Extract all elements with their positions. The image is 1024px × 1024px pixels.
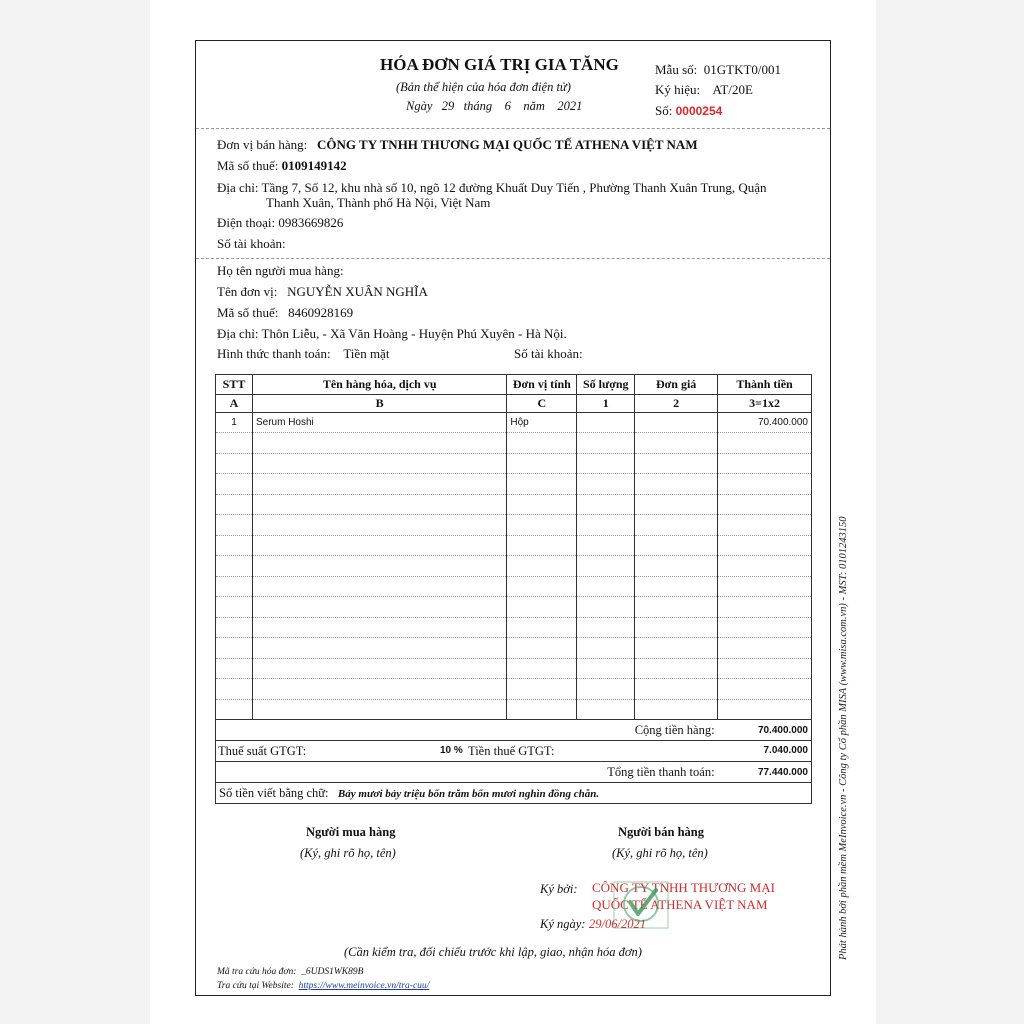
signed-by-line2: QUỐC TẾ ATHENA VIỆT NAM	[592, 897, 768, 912]
vat-cell	[216, 741, 812, 762]
form-value: 01GTKT0/001	[703, 62, 782, 77]
buyer-unit	[217, 284, 428, 300]
seller-address-label: Địa chỉ:	[217, 180, 259, 195]
cell-price	[635, 638, 718, 659]
cell-amount	[718, 699, 812, 720]
cell-price	[635, 453, 718, 474]
seller-tax-label: Mã số thuế:	[217, 158, 279, 173]
buyer-address-value: Thôn Liễu, - Xã Văn Hoàng - Huyện Phú Xuyên - Hà Nội.	[261, 326, 567, 341]
cell-qty	[577, 474, 635, 495]
lookup-code	[217, 967, 363, 977]
buyer-payment	[217, 346, 389, 362]
form-number	[655, 62, 781, 78]
vat-line	[216, 741, 811, 761]
table-row	[216, 535, 812, 556]
seller-unit	[217, 137, 698, 153]
buyer-sign-note: (Ký, ghi rõ họ, tên)	[300, 846, 396, 860]
invoice-date	[406, 99, 582, 114]
cell-stt	[216, 638, 253, 659]
seller-phone-value: 0983669826	[278, 215, 344, 230]
cell-qty	[577, 556, 635, 577]
seller-address	[217, 180, 767, 196]
cell-unit	[507, 535, 577, 556]
cell-amount	[718, 576, 812, 597]
cell-stt	[216, 699, 253, 720]
lookup-code-label: Mã tra cứu hóa đơn:	[217, 967, 297, 977]
table-row	[216, 474, 812, 495]
col-header-name: Tên hàng hóa, dịch vụ	[252, 375, 506, 395]
signed-by-label: Ký bởi:	[540, 882, 578, 896]
vat-row	[216, 741, 812, 762]
words-row	[216, 783, 812, 804]
form-label: Mẫu số:	[655, 62, 698, 77]
lookup-site-label: Tra cứu tại Website:	[217, 981, 294, 991]
cell-unit	[507, 679, 577, 700]
cell-stt	[216, 453, 253, 474]
vat-rate-value: 10 %	[440, 745, 463, 756]
cell-unit	[507, 638, 577, 659]
cell-name	[252, 699, 506, 720]
cell-price	[635, 699, 718, 720]
cell-qty	[577, 576, 635, 597]
cell-amount	[718, 453, 812, 474]
table-row	[216, 494, 812, 515]
buyer-account: Số tài khoản:	[514, 346, 583, 361]
cell-stt	[216, 535, 253, 556]
cell-price	[635, 474, 718, 495]
cell-qty	[577, 535, 635, 556]
cell-price	[635, 658, 718, 679]
buyer-address	[217, 326, 567, 342]
lookup-code-value: _6UDS1WK89B	[301, 967, 364, 977]
table-row	[216, 658, 812, 679]
total-label: Tổng tiền thanh toán:	[216, 762, 718, 783]
buyer-address-label: Địa chỉ:	[217, 326, 259, 341]
buyer-payment-value: Tiền mặt	[343, 346, 390, 361]
cell-stt: 1	[216, 412, 253, 433]
cell-name	[252, 535, 506, 556]
col-header-price: Đơn giá	[635, 375, 718, 395]
cell-name	[252, 617, 506, 638]
issuer-side-note: Phát hành bởi phần mềm MeInvoice.vn - Công ty Cổ phần MISA (www.misa.com.vn) - MST: 0101243150	[838, 516, 849, 960]
cell-price	[635, 412, 718, 433]
table-code-row	[216, 394, 812, 412]
cell-name	[252, 433, 506, 454]
cell-name	[252, 658, 506, 679]
table-row	[216, 679, 812, 700]
cell-qty	[577, 699, 635, 720]
cell-name	[252, 638, 506, 659]
date-month-label: tháng	[463, 99, 493, 113]
cell-qty	[577, 679, 635, 700]
invoice-title: HÓA ĐƠN GIÁ TRỊ GIA TĂNG	[380, 55, 619, 74]
buyer-tax	[217, 305, 353, 321]
buyer-tax-label: Mã số thuế:	[217, 305, 279, 320]
cell-unit	[507, 597, 577, 618]
vat-amount-label: Tiền thuế GTGT:	[468, 744, 555, 758]
table-row	[216, 556, 812, 577]
cell-amount	[718, 433, 812, 454]
lookup-site	[217, 981, 429, 991]
cell-qty	[577, 597, 635, 618]
seller-account: Số tài khoản:	[217, 236, 286, 251]
cell-price	[635, 597, 718, 618]
col-code: 1	[577, 394, 635, 412]
cell-stt	[216, 474, 253, 495]
divider	[196, 128, 830, 129]
cell-price	[635, 679, 718, 700]
col-code: 3=1x2	[718, 394, 812, 412]
words-value: Bảy mươi bảy triệu bốn trăm bốn mươi nghìn đồng chẵn.	[337, 787, 600, 800]
symbol-value: AT/20E	[712, 82, 753, 97]
cell-qty	[577, 453, 635, 474]
seller-tax-value: 0109149142	[281, 158, 347, 173]
table-row	[216, 576, 812, 597]
vat-amount-value: 7.040.000	[763, 745, 808, 756]
seller-address-line2: Thanh Xuân, Thành phố Hà Nội, Việt Nam	[266, 195, 491, 210]
subtotal-label: Cộng tiền hàng:	[216, 720, 718, 741]
seller-sign-title: Người bán hàng	[618, 825, 704, 839]
cell-price	[635, 617, 718, 638]
buyer-name-label: Họ tên người mua hàng:	[217, 263, 344, 278]
cell-unit	[507, 556, 577, 577]
invoice-subtitle: (Bản thể hiện của hóa đơn điện tử)	[396, 80, 571, 94]
seller-unit-value: CÔNG TY TNHH THƯƠNG MẠI QUỐC TẾ ATHENA VIỆT NAM	[317, 137, 698, 152]
col-header-stt: STT	[216, 375, 253, 395]
table-row	[216, 617, 812, 638]
col-header-qty: Số lượng	[577, 375, 635, 395]
cell-stt	[216, 597, 253, 618]
cell-unit: Hộp	[507, 412, 577, 433]
seller-unit-label: Đơn vị bán hàng:	[217, 137, 308, 152]
date-year: 2021	[557, 99, 583, 113]
cell-amount	[718, 494, 812, 515]
cell-name	[252, 453, 506, 474]
cell-name	[252, 494, 506, 515]
table-row	[216, 515, 812, 536]
cell-qty	[577, 433, 635, 454]
words-cell	[216, 783, 812, 804]
cell-unit	[507, 494, 577, 515]
col-code: C	[507, 394, 577, 412]
cell-name	[252, 679, 506, 700]
cell-amount	[718, 597, 812, 618]
cell-stt	[216, 617, 253, 638]
date-prefix: Ngày	[406, 99, 433, 113]
cell-price	[635, 576, 718, 597]
total-row	[216, 762, 812, 783]
cell-unit	[507, 515, 577, 536]
cell-qty	[577, 515, 635, 536]
cell-amount	[718, 556, 812, 577]
cell-stt	[216, 494, 253, 515]
col-code: B	[252, 394, 506, 412]
buyer-sign-title: Người mua hàng	[306, 825, 396, 839]
cell-amount: 70.400.000	[718, 412, 812, 433]
seller-sign-note: (Ký, ghi rõ họ, tên)	[612, 846, 708, 860]
symbol-label: Ký hiệu:	[655, 82, 701, 97]
cell-price	[635, 535, 718, 556]
check-note: (Cần kiểm tra, đối chiếu trước khi lập, giao, nhận hóa đơn)	[344, 945, 642, 959]
subtotal-row	[216, 720, 812, 741]
table-row	[216, 597, 812, 618]
invoice-symbol	[655, 82, 753, 98]
buyer-tax-value: 8460928169	[288, 305, 354, 320]
cell-qty	[577, 412, 635, 433]
cell-name	[252, 576, 506, 597]
table-row	[216, 412, 812, 433]
cell-stt	[216, 576, 253, 597]
signed-by-line1: CÔNG TY TNHH THƯƠNG MẠI	[592, 880, 775, 895]
cell-name	[252, 515, 506, 536]
cell-amount	[718, 515, 812, 536]
signed-date-label: Ký ngày:	[540, 917, 586, 931]
cell-unit	[507, 617, 577, 638]
cell-amount	[718, 474, 812, 495]
table-row	[216, 433, 812, 454]
number-value: 0000254	[675, 104, 723, 118]
cell-stt	[216, 556, 253, 577]
cell-qty	[577, 617, 635, 638]
cell-stt	[216, 679, 253, 700]
col-code: 2	[635, 394, 718, 412]
cell-unit	[507, 453, 577, 474]
total-value: 77.440.000	[718, 762, 812, 783]
cell-name	[252, 474, 506, 495]
table-row	[216, 453, 812, 474]
table-header-row	[216, 375, 812, 395]
table-row	[216, 699, 812, 720]
col-code: A	[216, 394, 253, 412]
date-year-label: năm	[523, 99, 545, 113]
seller-tax	[217, 158, 347, 174]
cell-stt	[216, 433, 253, 454]
cell-qty	[577, 658, 635, 679]
cell-unit	[507, 699, 577, 720]
items-table	[215, 374, 812, 804]
col-header-unit: Đơn vị tính	[507, 375, 577, 395]
buyer-unit-label: Tên đơn vị:	[217, 284, 278, 299]
divider	[196, 258, 830, 259]
cell-price	[635, 556, 718, 577]
buyer-payment-label: Hình thức thanh toán:	[217, 346, 331, 361]
buyer-unit-value: NGUYỄN XUÂN NGHĨA	[287, 284, 428, 299]
cell-name	[252, 597, 506, 618]
cell-qty	[577, 638, 635, 659]
cell-unit	[507, 576, 577, 597]
invoice-number	[655, 103, 722, 119]
col-header-amount: Thành tiền	[718, 375, 812, 395]
cell-unit	[507, 658, 577, 679]
cell-unit	[507, 474, 577, 495]
table-row	[216, 638, 812, 659]
seller-phone-label: Điện thoại:	[217, 215, 276, 230]
cell-amount	[718, 638, 812, 659]
seller-address-line1: Tầng 7, Số 12, khu nhà số 10, ngõ 12 đường Khuất Duy Tiến , Phường Thanh Xuân Trung, Quận	[261, 180, 767, 195]
cell-amount	[718, 617, 812, 638]
vat-rate-label: Thuế suất GTGT:	[218, 744, 307, 758]
subtotal-value: 70.400.000	[718, 720, 812, 741]
cell-amount	[718, 679, 812, 700]
cell-price	[635, 433, 718, 454]
number-label: Số:	[655, 103, 673, 118]
date-month: 6	[504, 99, 511, 113]
cell-price	[635, 494, 718, 515]
cell-qty	[577, 494, 635, 515]
lookup-site-link[interactable]: https://www.meinvoice.vn/tra-cuu/	[298, 981, 430, 991]
cell-name	[252, 556, 506, 577]
seller-phone	[217, 215, 343, 231]
signature-check-icon	[610, 880, 672, 930]
cell-name: Serum Hoshi	[252, 412, 506, 433]
cell-amount	[718, 535, 812, 556]
cell-stt	[216, 658, 253, 679]
signed-date-value: 29/06/2021	[589, 917, 646, 931]
cell-price	[635, 515, 718, 536]
date-day: 29	[441, 99, 455, 113]
cell-stt	[216, 515, 253, 536]
cell-amount	[718, 658, 812, 679]
words-label: Số tiền viết bằng chữ:	[219, 785, 329, 800]
cell-unit	[507, 433, 577, 454]
